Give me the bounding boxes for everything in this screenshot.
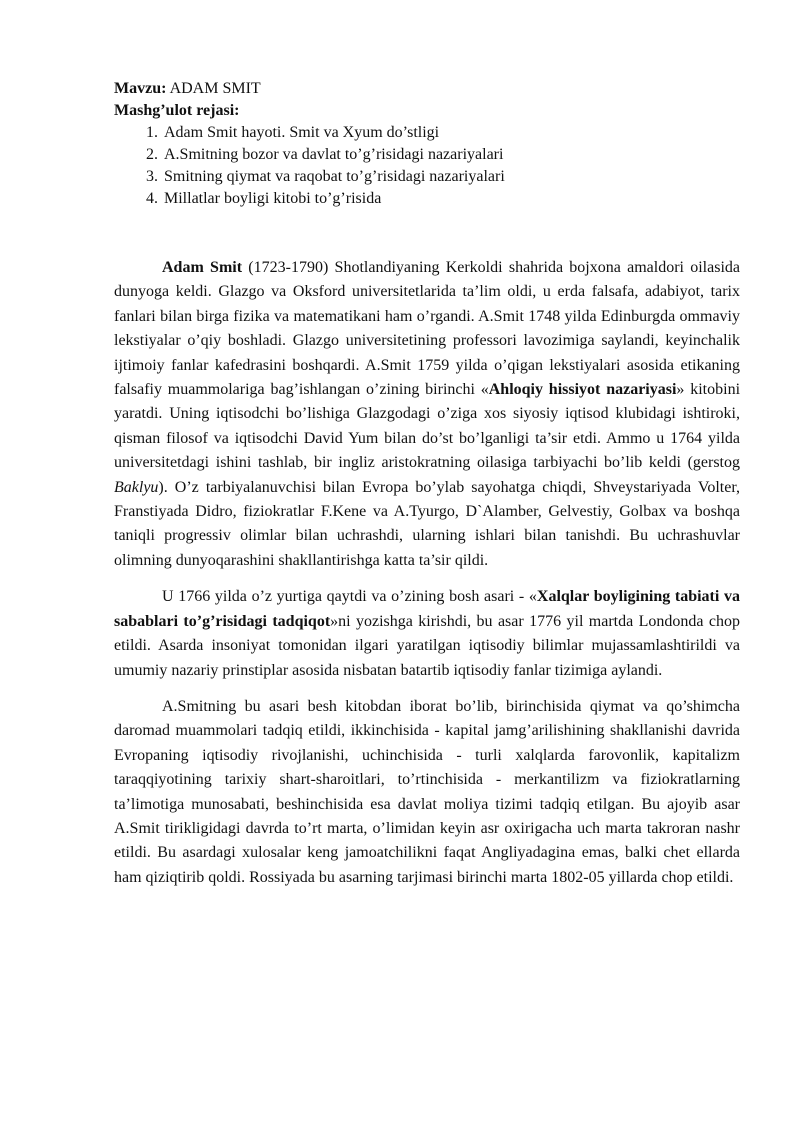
paragraph-text: ). O’z tarbiyalanuvchisi bilan Evropa bo’ylab sayohatga chiqdi, Shveystariyada Volter, Franstiyada Didro, fiziokratlar F.Kene va A.Tyurgo, D`Alamber, Gelvestiy, Golbax va boshqa taniqli progressiv olimlar bilan uchrashdi, ularning ishlari bilan tanishdi. Bu uchrashuvlar olimning dunyoqarashini shakllantirishga katta ta’sir qildi. (114, 478, 740, 569)
italic-name: Baklyu (114, 478, 159, 496)
plan-list (114, 122, 740, 210)
paragraph-text: U 1766 yilda o’z yurtiga qaytdi va o’zining bosh asari - « (162, 588, 537, 606)
paragraph-text: (1723-1790) Shotlandiyaning Kerkoldi shahrida bojxona amaldori oilasida dunyoga keldi. Glazgo va Oksford universitetlarida ta’lim oldi, u erda falsafa, adabiyot, tarix fanlari bilan birga fizika va matematikani ham o’rgandi. A.Smit 1748 yilda Edinburgda ommaviy lekstiyalar o’qiy boshladi. Glazgo universitetining professori lavozimiga saylandi, keyinchalik ijtimoiy fanlar kafedrasini boshqardi. A.Smit 1759 yilda o’qigan lekstiyalari asosida etikaning falsafiy muammolariga bag’ishlangan o’zining birinchi « (114, 259, 741, 399)
spacer (114, 210, 740, 256)
plan-item: 2. A.Smitning bozor va davlat to’g’risidagi nazariyalari (162, 144, 740, 166)
plan-heading: Mashg’ulot rejasi: (114, 102, 240, 119)
paragraph-biography (114, 256, 740, 573)
plan-item: 3. Smitning qiymat va raqobat to’g’risidagi nazariyalari (162, 166, 740, 188)
person-name: Adam Smit (162, 259, 243, 276)
paragraph-text: » kitobini yaratdi. Uning iqtisodchi bo’lishiga Glazgodagi o’ziga xos siyosiy iqtisod klubidagi ishtiroki, qisman filosof va iqtisodchi David Yum bilan do’st bo’lganligi ta’sir etdi. Ammo u 1764 yilda universitetdagi ishini tashlab, bir ingliz aristokratning oilasiga tarbiyachi bo’lib keldi (gerstog (114, 381, 741, 472)
topic-line (114, 78, 740, 100)
paragraph-main-work (114, 585, 740, 683)
paragraph-structure: A.Smitning bu asari besh kitobdan iborat bo’lib, birinchisida qiymat va qo’shimcha daromad muammolari tadqiq etildi, ikkinchisida - kapital jamg’arilishining shakllanishi davrida Evropaning iqtisodiy rivojlanishi, uchinchisida - turli xalqlarda farovonlik, kapitalizm taraqqiyotining tarixiy shart-sharoitlari, to’rtinchisida - merkantilizm va fiziokratlarning ta’limotiga munosabati, beshinchisida esa davlat moliya tizimi tadqiq etilgan. Bu ajoyib asar A.Smit tirikligidagi davrda to’rt marta, o’limidan keyin asr oxirigacha uch marta takroran nashr etildi. Bu asardagi xulosalar keng jamoatchilikni faqat Angliyadagina emas, balki chet ellarda ham qiziqtirib qoldi. Rossiyada bu asarning tarjimasi birinchi marta 1802-05 yillarda chop etildi. (114, 697, 740, 886)
topic-value: ADAM SMIT (169, 80, 261, 97)
book-title: Xalqlar boyligining tabiati va sabablari to’g’risidagi tadqiqot (114, 588, 741, 630)
topic-label: Mavzu: (114, 80, 167, 97)
plan-item: 1. Adam Smit hayoti. Smit va Xyum do’stligi (162, 122, 740, 144)
paragraph-text: »ni yozishga kirishdi, bu asar 1776 yil martda Londonda chop etildi. Asarda insoniyat tomonidan ilgari yaratilgan iqtisodiy bilimlar mujassamlashtirildi va umumiy nazariy prinstiplar asosida nisbatan batartib iqtisodiy fanlar tizimiga aylandi. (114, 612, 740, 679)
book-title: Ahloqiy hissiyot nazariyasi (488, 381, 677, 399)
plan-item: 4. Millatlar boyligi kitobi to’g’risida (162, 188, 740, 210)
